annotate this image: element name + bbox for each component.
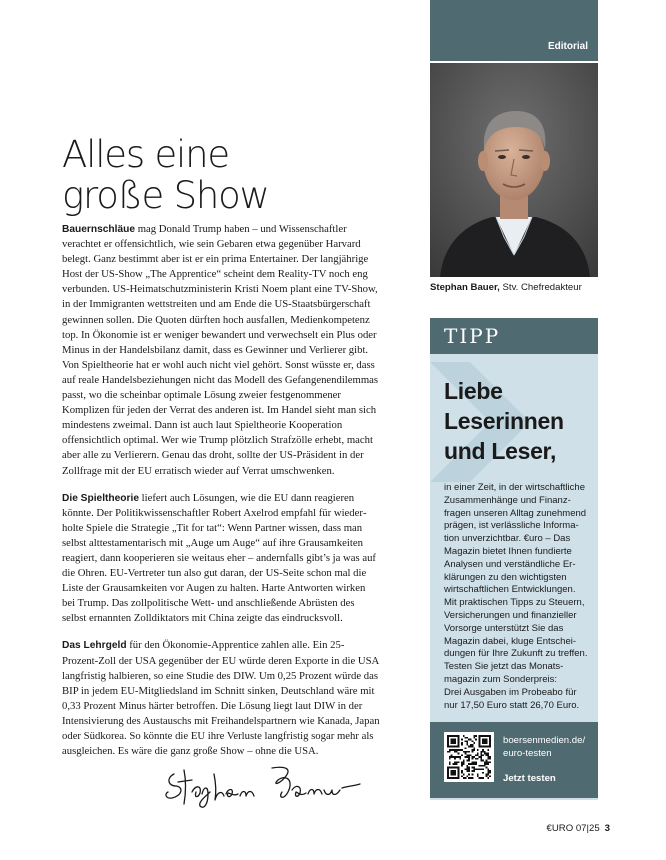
article-paragraph-2 [62,491,380,627]
issue-label: €URO 07|25 [546,823,600,834]
tipp-text-line: magazin zum Sonderpreis: [444,673,557,685]
tipp-text-line: prägen, ist verlässliche Informa- [444,520,579,532]
tipp-title [444,376,594,466]
author-role: Stv. Chefredakteur [502,282,582,293]
paragraph-lead: Bauernschläue [62,224,136,235]
tipp-label: TIPP [444,324,501,348]
section-header [430,0,598,61]
paragraph-lead: Die Spieltheorie [62,492,139,504]
tipp-text-line: Mit praktischen Tipps zu Steuern, [444,597,585,609]
tipp-text-line: Magazin bietet Ihnen fundierte [444,545,572,557]
tipp-text-line: klärungen zu den wichtigsten [444,571,567,583]
page-footer [547,823,611,834]
headline-line-2: große Show [62,174,269,217]
tipp-text-line: Testen Sie jetzt das Monats- [444,661,564,673]
tipp-text-line: Drei Ausgaben im Probeabo für [444,686,577,698]
tipp-text-line: Versicherungen und finanzieller [444,609,577,621]
tipp-text-line: fragen unseren Alltag zunehmend [444,507,587,519]
tipp-text-line: Magazin dabei, kluge Entschei- [444,635,577,647]
tipp-text-line: dungen für Ihre Zukunft zu treffen. [444,648,588,660]
tipp-text-line: Vorsorge unterstützt Sie das [444,622,564,634]
paragraph-text: liefert auch Lösungen, wie die EU dann reagieren könnte. Der Politikwissenschaftler Robert Axelrod empfahl für wiederholte Spiele die Strategie „Tit for tat“: Wenn Partner wissen, dass man selbst alttestamentarisch mit „Auge um Auge“ auf ihre Grausamkeiten reagiert, dann kooperieren sie weitaus eher – andernfalls gibt’s ja was auf die Ohren. EU-Vertreter tun also gut daran, der US-Seite schon mal die Liste der Grausamkeiten vor Augen zu halten. Harte Antworten wirken bei Trump. Das zollpolitische Wett- und anschließende Abrüsten des selbst ernannten Zolldiktators mit China zeigte das eindrucksvoll. [62,491,376,625]
qr-code-icon [447,735,491,779]
paragraph-text: mag Donald Trump haben – und Wissenschaftler verachtet er offensichtlich, wie sein Gebaren etwa gegenüber Harvard belegt. Ganz bestimmt aber ist er ein prima Entertainer. Der langjährige Host der US-Show „The Apprentice“ scheint dem Reality-TV noch eng verbunden. US-Heimatschutzministerin Kristi Noem plant eine TV-Show, in der Immigranten wettstreiten und am Ende die US-Staatsbürgerschaft gewinnen sollen. Die Quoten dürften hoch ausfallen, Medienkompetenz top. In Ökonomie ist er weniger bewandert und verwechselt ein Plus oder Minus in der Handelsbilanz damit, dass es Gewinner und Verlierer gibt. Von Spieltheorie hat er wohl auch nicht viel gehört. Sonst wüsste er, dass auf reale Handelsbeziehungen nicht das Modell des Gefangenendilemmas passt, wo die scheinbar optimale Lösung zweier festgenommener Komplizen für jeden der Verrat des anderen ist. Im Handel sieht man sich mindestens zweimal. Dann ist auch laut Spieltheorie Kooperation offensichtlich optimal. Wer wie Trump plötzlich Strafzölle erhebt, macht aber alle zu Verlierern. Genau das droht, sollte der US-Präsident in der Zollfrage mit der EU erratisch wieder auf Verrat umschwenken. [62,223,379,477]
try-now-link[interactable]: Jetzt testen [503,773,556,784]
cta-url[interactable] [503,734,585,760]
cta-url-line: euro-testen [503,748,552,759]
tipp-text [444,482,590,712]
headline-line-1: Alles eine [62,133,229,176]
author-caption [430,282,620,293]
headline [62,134,402,216]
article-body [62,222,380,771]
tipp-title-line: Liebe [444,378,503,404]
subscription-cta[interactable] [430,722,598,798]
tipp-text-line: in einer Zeit, in der wirtschaftliche [444,482,585,493]
tipp-title-line: und Leser, [444,438,557,464]
author-signature [160,760,380,812]
tipp-title-line: Leserinnen [444,408,564,434]
author-portrait [430,63,598,277]
tipp-text-line: wirtschaftlichen Entwicklungen. [444,584,576,596]
qr-code[interactable] [444,732,494,782]
tipp-text-line: nur 17,50 Euro statt 26,70 Euro. [444,699,580,711]
cta-url-line: boersenmedien.de/ [503,735,586,746]
paragraph-text: für den Ökonomie-Apprentice zahlen alle. Ein 25-Prozent-Zoll der USA gegenüber der EU würde deren Exporte in die USA langfristig halbieren, so eine Studie des DIW. Um 0,25 Prozent würde das BIP in jedem EU-Mitgliedsland im Schnitt sinken, Deutschland wäre mit 0,33 Prozent Minus härter betroffen. Die Lösung liegt laut DIW in der Intensivierung des Austauschs mit Freihandelspartnern wie Kanada, Japan oder Südkorea. So könnte die EU ihre Verluste langfristig sogar mehr als ausgleichen. Es wäre die ganz große Show – ohne die USA. [62,639,380,758]
section-label: Editorial [547,41,588,52]
article-paragraph-1 [62,222,380,479]
author-name: Stephan Bauer, [430,282,500,293]
tipp-text-line: Analysen und verständliche Er- [444,558,576,570]
article-paragraph-3 [62,638,380,759]
tipp-header [430,318,598,354]
tipp-text-line: tion unverzichtbar. €uro – Das [444,533,571,545]
page-number: 3 [604,823,610,834]
tipp-text-line: Zusammenhänge und Finanz- [444,494,571,506]
paragraph-lead: Das Lehrgeld [62,640,127,652]
